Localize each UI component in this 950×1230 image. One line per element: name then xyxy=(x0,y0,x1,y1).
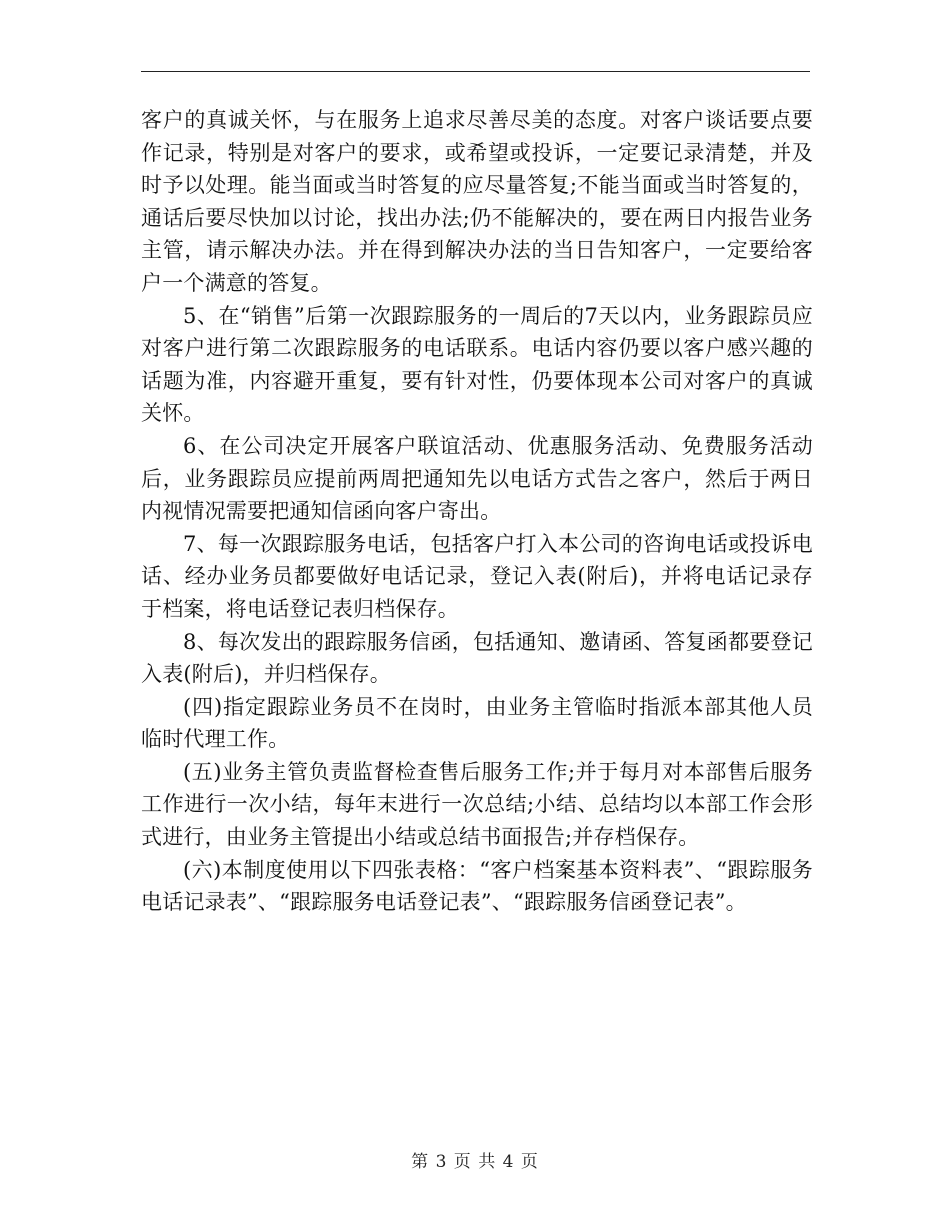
paragraph-continuation: 客户的真诚关怀，与在服务上追求尽善尽美的态度。对客户谈话要点要作记录，特别是对客户的要求，或希望或投诉，一定要记录清楚，并及时予以处理。能当面或当时答复的应尽量答复;不能当面或当时答复的，通话后要尽快加以讨论，找出办法;仍不能解决的，要在两日内报告业务主管，请示解决办法。并在得到解决办法的当日告知客户，一定要给客户一个满意的答复。 xyxy=(141,108,813,295)
paragraph-item-5: 5、在“销售”后第一次跟踪服务的一周后的7天以内，业务跟踪员应对客户进行第二次跟踪服务的电话联系。电话内容仍要以客户感兴趣的话题为准，内容避开重复，要有针对性，仍要体现本公司对客户的真诚关怀。 xyxy=(141,303,813,426)
paragraph-section-4: (四)指定跟踪业务员不在岗时，由业务主管临时指派本部其他人员临时代理工作。 xyxy=(141,694,813,752)
paragraph-section-5: (五)业务主管负责监督检查售后服务工作;并于每月对本部售后服务工作进行一次小结，每年末进行一次总结;小结、总结均以本部工作会形式进行，由业务主管提出小结或总结书面报告;并存档保存。 xyxy=(141,759,813,850)
paragraph-item-7: 7、每一次跟踪服务电话，包括客户打入本公司的咨询电话或投诉电话、经办业务员都要做好电话记录，登记入表(附后)，并将电话记录存于档案，将电话登记表归档保存。 xyxy=(141,531,813,621)
paragraph-item-6: 6、在公司决定开展客户联谊活动、优惠服务活动、免费服务活动后，业务跟踪员应提前两周把通知先以电话方式告之客户，然后于两日内视情况需要把通知信函向客户寄出。 xyxy=(141,433,813,524)
paragraph-item-8: 8、每次发出的跟踪服务信函，包括通知、邀请函、答复函都要登记入表(附后)，并归档保存。 xyxy=(141,629,813,687)
paragraph-section-6: (六)本制度使用以下四张表格：“客户档案基本资料表”、“跟踪服务电话记录表”、“跟踪服务电话登记表”、“跟踪服务信函登记表”。 xyxy=(141,857,813,915)
header-rule xyxy=(141,71,810,72)
document-body xyxy=(141,104,813,919)
page-number-footer: 第 3 页 共 4 页 xyxy=(411,1152,539,1172)
